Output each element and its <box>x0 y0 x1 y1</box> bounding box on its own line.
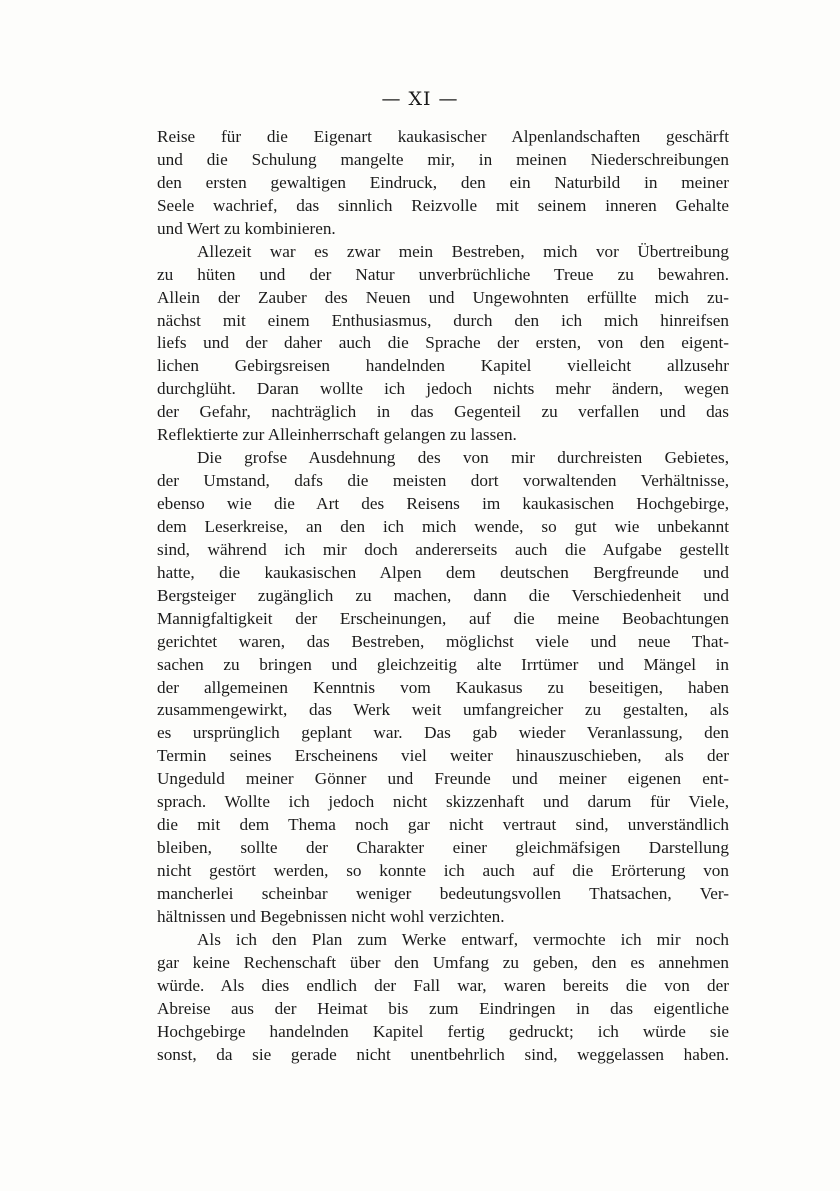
text-line: Reise für die Eigenart kaukasischer Alpenlandschaften geschärft <box>157 127 729 146</box>
text-line: Allezeit war es zwar mein Bestreben, mich vor Übertreibung <box>197 241 729 261</box>
text-line: bleiben, sollte der Charakter einer gleichmäfsigen Darstellung <box>157 838 729 858</box>
text-line: nicht gestört werden, so konnte ich auch auf die Erörterung von <box>157 861 729 880</box>
text-line: lichen Gebirgsreisen handelnden Kapitel vielleicht allzusehr <box>157 356 729 376</box>
text-line: Bergsteiger zugänglich zu machen, dann die Verschiedenheit und <box>157 585 729 605</box>
text-line: der Umstand, dafs die meisten dort vorwaltenden Verhältnisse, <box>157 471 729 491</box>
text-line: gerichtet waren, das Bestreben, möglichst viele und neue That- <box>157 631 729 651</box>
text-line: nächst mit einem Enthusiasmus, durch den ich mich hinreifsen <box>157 310 729 330</box>
text-line: es ursprünglich geplant war. Das gab wieder Veranlassung, den <box>157 723 729 743</box>
text-line: Seele wachrief, das sinnlich Reizvolle mit seinem inneren Gehalte <box>157 195 729 215</box>
text-line: den ersten gewaltigen Eindruck, den ein Naturbild in meiner <box>157 172 729 192</box>
text-line: Mannigfaltigkeit der Erscheinungen, auf die meine Beobachtungen <box>157 608 729 628</box>
text-line: mancherlei scheinbar weniger bedeutungsvollen Thatsachen, Ver- <box>157 883 729 903</box>
text-line: Termin seines Erscheinens viel weiter hinauszuschieben, als der <box>157 746 729 766</box>
text-line: Als ich den Plan zum Werke entwarf, vermochte ich mir noch <box>197 929 729 949</box>
text-line: die mit dem Thema noch gar nicht vertraut sind, unverständlich <box>157 815 729 835</box>
text-line: ebenso wie die Art des Reisens im kaukasischen Hochgebirge, <box>157 494 729 513</box>
text-line: Reflektierte zur Alleinherrschaft gelangen zu lassen. <box>157 425 517 445</box>
text-line: der Gefahr, nachträglich in das Gegenteil zu verfallen und das <box>157 402 729 422</box>
text-line: zusammengewirkt, das Werk weit umfangreicher zu gestalten, als <box>157 700 729 720</box>
text-line: durchglüht. Daran wollte ich jedoch nichts mehr ändern, wegen <box>157 379 729 399</box>
text-line: Hochgebirge handelnden Kapitel fertig gedruckt; ich würde sie <box>157 1021 729 1041</box>
text-line: hatte, die kaukasischen Alpen dem deutschen Bergfreunde und <box>157 562 729 582</box>
text-line: sind, während ich mir doch andererseits auch die Aufgabe gestellt <box>157 539 729 559</box>
text-line: gar keine Rechenschaft über den Umfang zu geben, den es annehmen <box>157 952 729 972</box>
text-line: liefs und der daher auch die Sprache der ersten, von den eigent- <box>157 333 729 353</box>
body-text <box>157 126 729 1066</box>
text-line: hältnissen und Begebnissen nicht wohl verzichten. <box>157 906 505 926</box>
text-line: Ungeduld meiner Gönner und Freunde und meiner eigenen ent- <box>157 769 729 789</box>
text-line: und die Schulung mangelte mir, in meinen Niederschreibungen <box>157 149 729 169</box>
text-line: der allgemeinen Kenntnis vom Kaukasus zu beseitigen, haben <box>157 677 729 697</box>
text-line: würde. Als dies endlich der Fall war, waren bereits die von der <box>157 975 729 995</box>
page-number: — XI — <box>381 88 459 110</box>
text-line: zu hüten und der Natur unverbrüchliche Treue zu bewahren. <box>157 264 729 284</box>
text-line: sachen zu bringen und gleichzeitig alte Irrtümer und Mängel in <box>157 654 729 674</box>
text-line: Allein der Zauber des Neuen und Ungewohnten erfüllte mich zu- <box>157 287 729 307</box>
text-line: dem Leserkreise, an den ich mich wende, so gut wie unbekannt <box>157 516 729 536</box>
text-line: sonst, da sie gerade nicht unentbehrlich sind, weggelassen haben. <box>157 1044 729 1064</box>
text-line: und Wert zu kombinieren. <box>157 218 336 238</box>
text-line: sprach. Wollte ich jedoch nicht skizzenhaft und darum für Viele, <box>157 792 729 812</box>
text-line: Abreise aus der Heimat bis zum Eindringen in das eigentliche <box>157 998 729 1018</box>
text-line: Die grofse Ausdehnung des von mir durchreisten Gebietes, <box>197 448 729 468</box>
